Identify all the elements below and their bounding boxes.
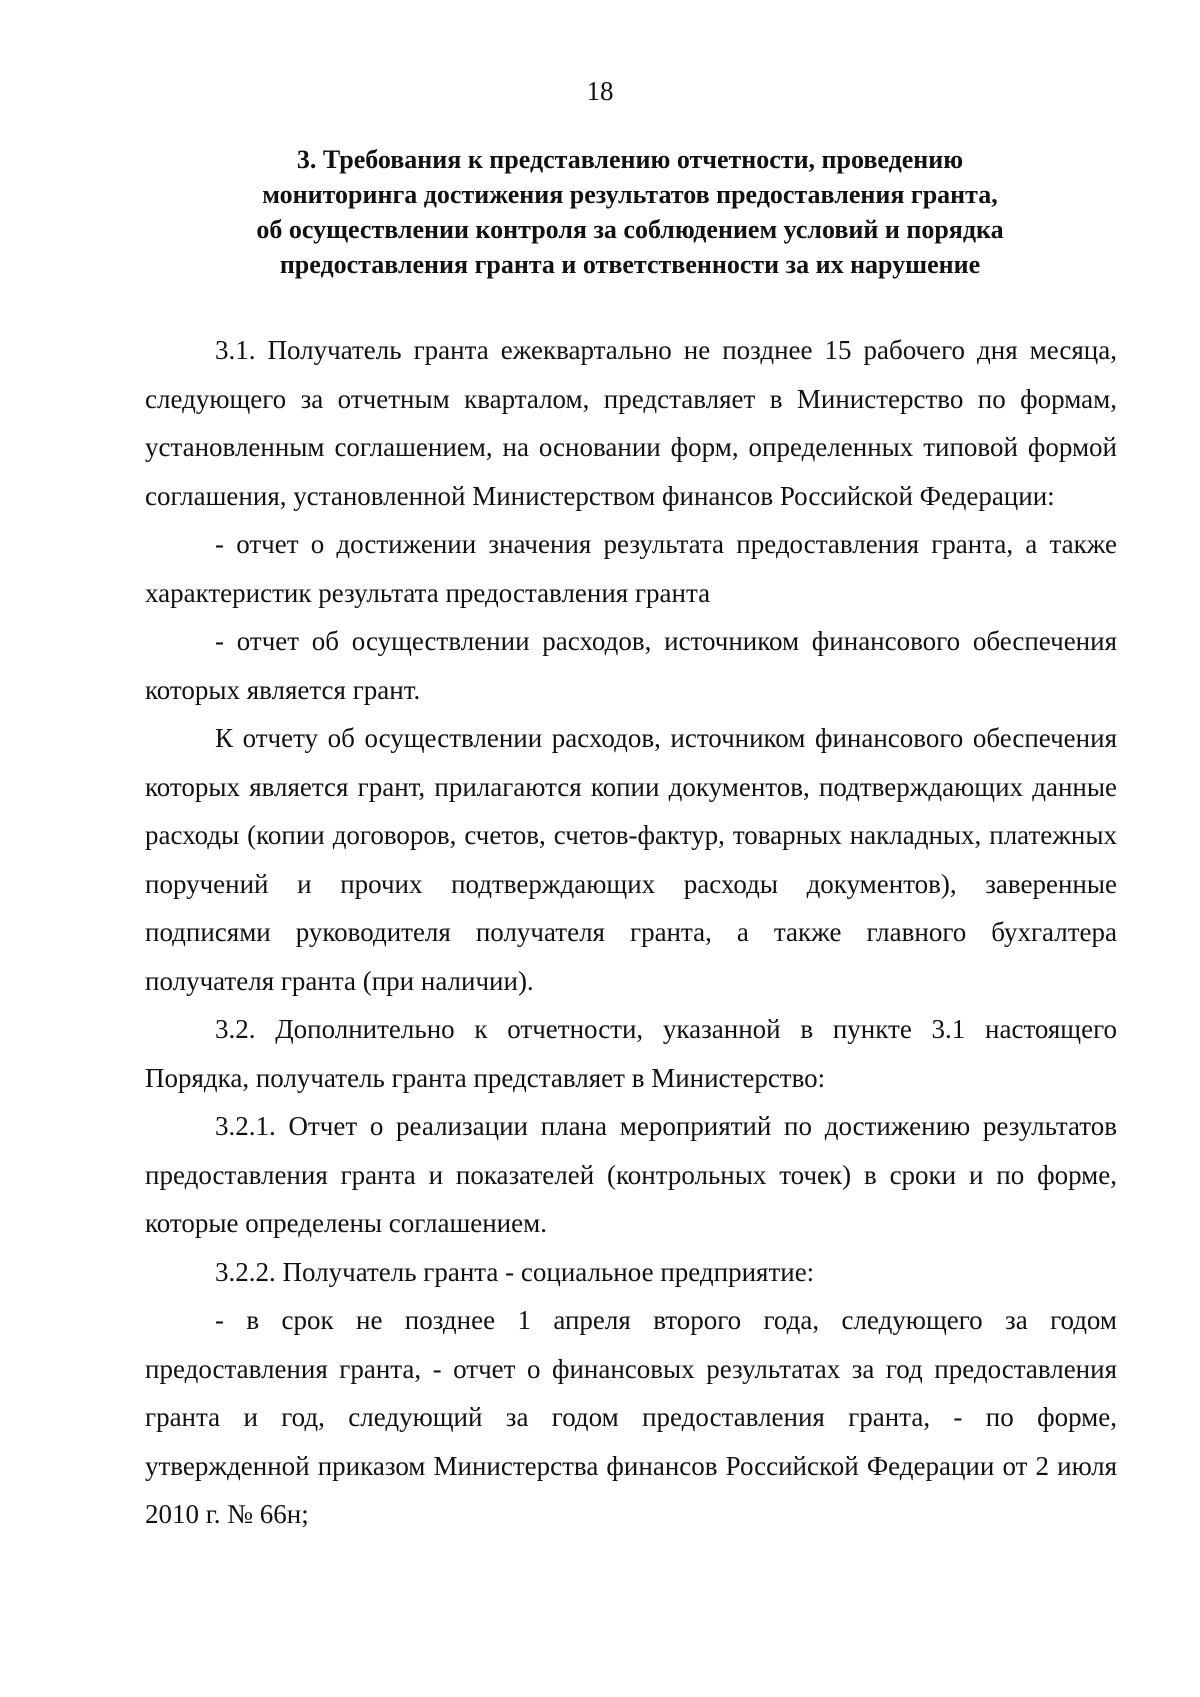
section-title	[150, 142, 1110, 282]
paragraph-3-2-1: 3.2.1. Отчет о реализации плана мероприятий по достижению результатов предоставления гранта и показателей (контрольных точек) в сроки и по форме, которые определены соглашением.	[145, 1111, 1117, 1238]
paragraph-attachments: К отчету об осуществлении расходов, источником финансового обеспечения которых является грант, прилагаются копии документов, подтверждающих данные расходы (копии договоров, счетов, счетов-фактур, товарных накладных, платежных поручений и прочих подтверждающих расходы документов), заверенные подписями руководителя получателя гранта, а также главного бухгалтера получателя гранта (при наличии).	[145, 723, 1117, 996]
section-title-line: об осуществлении контроля за соблюдением условий и порядка	[256, 215, 1004, 244]
paragraph-report-results: - отчет о достижении значения результата предоставления гранта, а также характеристик результата предоставления гранта	[145, 529, 1117, 608]
section-title-line: 3. Требования к представлению отчетности, проведению	[296, 145, 964, 174]
paragraph-report-expenses: - отчет об осуществлении расходов, источником финансового обеспечения которых является грант.	[145, 626, 1117, 705]
paragraph-financial-results: - в срок не позднее 1 апреля второго года, следующего за годом предоставления гранта, - отчет о финансовых результатах за год предоставления гранта и год, следующий за годом предоставления гранта, - по форме, утвержденной приказом Министерства финансов Российской Федерации от 2 июля 2010 г. № 66н;	[145, 1305, 1117, 1529]
document-body	[145, 326, 1117, 1539]
section-title-line: предоставления гранта и ответственности за их нарушение	[279, 250, 981, 279]
paragraph-3-2-2: 3.2.2. Получатель гранта - социальное предприятие:	[215, 1256, 815, 1287]
paragraph-3-1: 3.1. Получатель гранта ежеквартально не позднее 15 рабочего дня месяца, следующего за отчетным кварталом, представляет в Министерство по формам, установленным соглашением, на основании форм, определенных типовой формой соглашения, установленной Министерством финансов Российской Федерации:	[145, 335, 1117, 511]
section-title-line: мониторинга достижения результатов предоставления гранта,	[262, 180, 998, 209]
page-number: 18	[586, 76, 614, 106]
paragraph-3-2: 3.2. Дополнительно к отчетности, указанной в пункте 3.1 настоящего Порядка, получатель гранта представляет в Министерство:	[145, 1014, 1117, 1093]
